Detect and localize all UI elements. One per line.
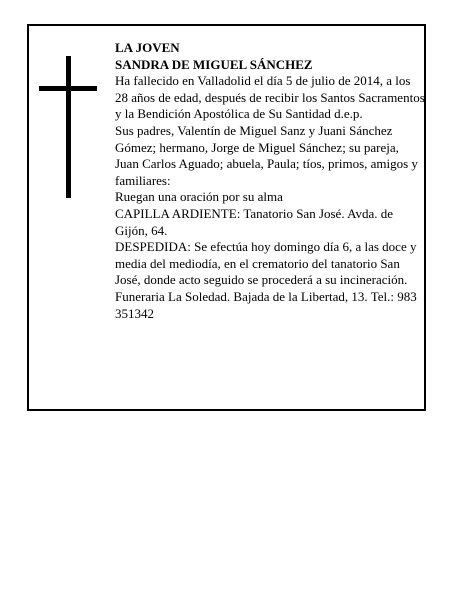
prayer-request: Ruegan una oración por su alma <box>115 189 283 205</box>
funeral-home-info: Funeraria La Soledad. Bajada de la Libertad, 13. Tel.: 983 351342 <box>115 288 417 321</box>
death-announcement: Ha fallecido en Valladolid el día 5 de julio de 2014, a los 28 años de edad, después de recibir los Santos Sacramentos y la Bendición Apostólica de Su Santidad d.e.p. <box>115 73 425 122</box>
cross-horizontal-bar <box>39 86 97 91</box>
cross-vertical-bar <box>66 56 71 198</box>
chapel-info: CAPILLA ARDIENTE: Tanatorio San José. Avda. de Gijón, 64. <box>115 205 394 238</box>
farewell-info: DESPEDIDA: Se efectúa hoy domingo día 6, a las doce y media del mediodía, en el crematorio del tanatorio San José, donde acto seguido se procederá a su incineración. <box>115 239 417 288</box>
notice-body <box>115 40 425 322</box>
deceased-name: SANDRA DE MIGUEL SÁNCHEZ <box>115 56 313 72</box>
notice-heading-title: LA JOVEN <box>115 40 180 55</box>
cross-icon <box>39 56 97 198</box>
obituary-notice <box>27 24 426 411</box>
family-list: Sus padres, Valentín de Miguel Sanz y Juani Sánchez Gómez; hermano, Jorge de Miguel Sánchez; su pareja, Juan Carlos Aguado; abuela, Paula; tíos, primos, amigos y familiares: <box>115 122 418 188</box>
